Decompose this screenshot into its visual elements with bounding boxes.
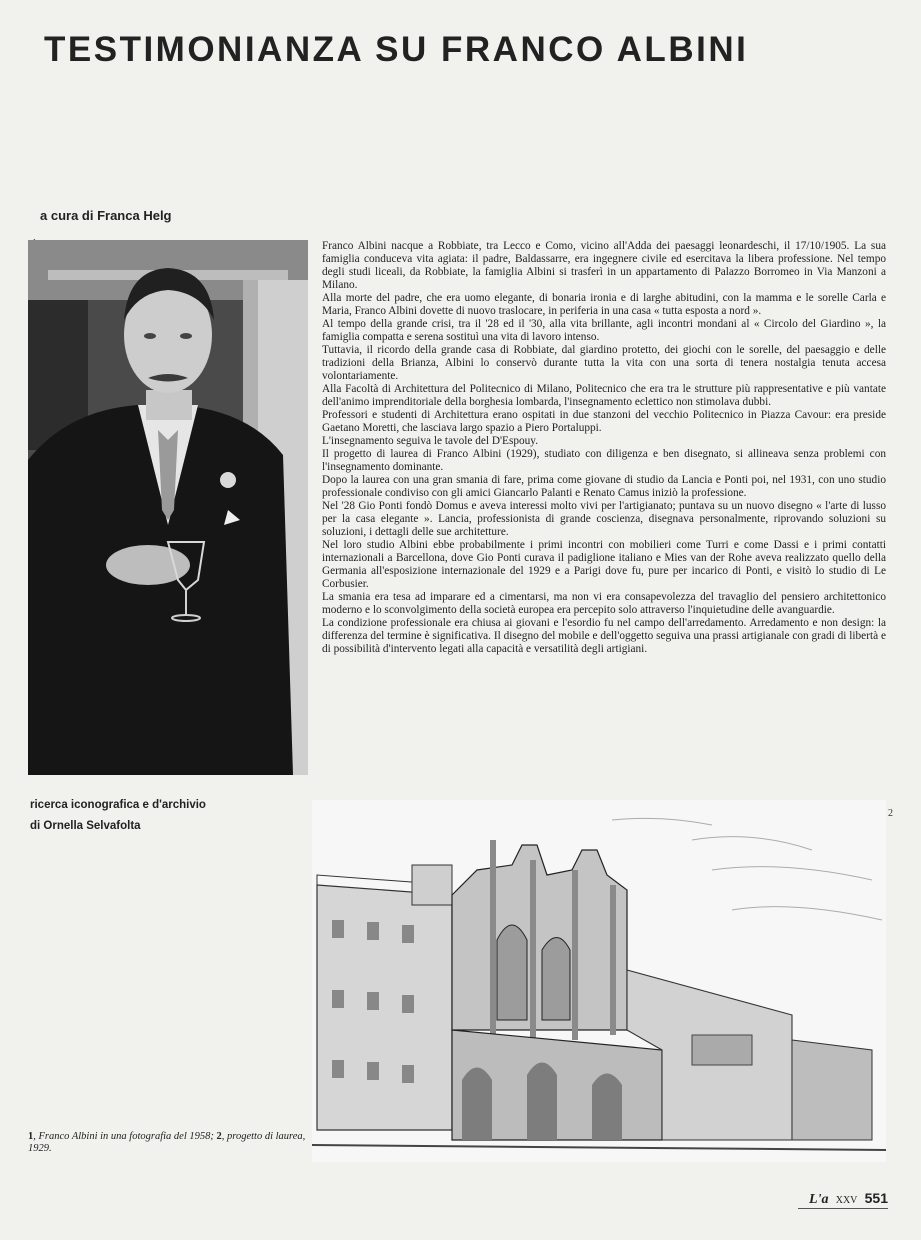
caption-figure-2: 2	[216, 1131, 222, 1142]
paragraph: Professori e studenti di Architettura erano ospitati in due stanzoni del vecchio Politecnico in Piazza Cavour: era preside Gaetano Moretti, che lasciava largo spazio a Piero Portaluppi.	[322, 409, 886, 434]
credit-line-1: ricerca iconografica e d'archivio	[30, 799, 206, 811]
paragraph: Al tempo della grande crisi, tra il '28 ed il '30, alla vita brillante, agli incontri mondani al « Circolo del Giardino », la famiglia compatta e serena sostituì una vita di lavoro intenso.	[322, 318, 886, 343]
paragraph: Alla Facoltà di Architettura del Politecnico di Milano, Politecnico che era tra le strutture più rappresentative e più vantate dell'animo imprenditoriale della borghesia lombarda, l'insegnamento eclettico non stimolava dubbi.	[322, 383, 886, 408]
paragraph: Dopo la laurea con una gran smania di fare, prima come giovane di studio da Lancia e Ponti poi, nel 1931, con uno studio professionale condiviso con gli amici Giancarlo Palanti e Renato Camus iniziò la professione.	[322, 474, 886, 499]
paragraph: L'insegnamento seguiva le tavole del D'Espouy.	[322, 435, 539, 447]
iconographic-credit	[30, 795, 206, 837]
page-footer	[809, 1190, 888, 1208]
architectural-drawing	[312, 800, 886, 1162]
building-sketch	[312, 800, 886, 1162]
paragraph: La condizione professionale era chiusa ai giovani e l'esordio fu nel campo dell'arredamento. Arredamento e non design: la differenza del termine è significativa. Il disegno del mobile e dell'oggetto seguiva una prassi artigianale con gradi di libertà e di possibilità d'intervento legati alla capacità e versatilità degli artigiani.	[322, 617, 886, 655]
figure-number-2: 2	[888, 808, 893, 819]
caption-figure-1: 1	[28, 1131, 34, 1142]
paragraph: Nel '28 Gio Ponti fondò Domus e aveva interessi molto vivi per l'artigianato; puntava su un nuovo disegno « l'arte di lusso per la casa elegante ». Lancia, professionista di grande coscienza, disegnava personalmente, riprovando soluzioni su soluzioni, i dettagli delle sue architetture.	[322, 500, 886, 538]
caption-text-2: , progetto di laurea, 1929.	[28, 1131, 306, 1154]
footer-rule	[798, 1208, 888, 1209]
credit-line-2: di Ornella Selvafolta	[30, 820, 141, 832]
article-body	[322, 240, 886, 656]
paragraph: Tuttavia, il ricordo della grande casa di Robbiate, dal giardino protetto, dei giochi con le sorelle, del paesaggio e delle tradizioni della Brianza, Albini lo conservò durante tutta la vita con una sorta di tenera nostalgia tenuta accesa volontariamente.	[322, 344, 886, 382]
paragraph: La smania era tesa ad imparare ed a cimentarsi, ma non vi era consapevolezza del travaglio del pensiero architettonico moderno e lo sconvolgimento della società europea era percepito solo attraverso l'inquietudine delle avanguardie.	[322, 591, 886, 616]
volume-number: XXV	[835, 1195, 858, 1206]
page-number: 551	[864, 1190, 888, 1206]
paragraph: Nel loro studio Albini ebbe probabilmente i primi incontri con mobilieri come Turri e come Dassi e i primi contatti internazionali a Barcellona, dove Gio Ponti curava il padiglione italiano e Mies van der Rohe aveva realizzato quello della Germania all'esposizione internazionale del 1929 e a Parigi dove fu, pure per incarico di Ponti, e visitò lo studio di Le Corbusier.	[322, 539, 886, 590]
magazine-name: L'a	[809, 1192, 829, 1207]
portrait-photo	[28, 240, 308, 775]
figure-caption	[28, 1131, 306, 1155]
paragraph: Franco Albini nacque a Robbiate, tra Lecco e Como, vicino all'Adda dei paesaggi leonardeschi, il 17/10/1905. La sua famiglia conduceva vita agiata: il padre, Baldassarre, era ingegnere civile ed esercitava la libera professione. Nel tempo degli studi liceali, da Robbiate, la famiglia Albini si trasferì in un appartamento di Palazzo Borromeo in Via Manzoni a Milano.	[322, 240, 886, 291]
portrait-illustration	[28, 240, 308, 775]
page-title: TESTIMONIANZA SU FRANCO ALBINI	[44, 30, 749, 69]
caption-text-1: , Franco Albini in una fotografia del 1958;	[33, 1131, 217, 1142]
paragraph: Il progetto di laurea di Franco Albini (1929), studiato con diligenza e ben disegnato, si allineava senza problemi con l'insegnamento dominante.	[322, 448, 886, 473]
paragraph: Alla morte del padre, che era uomo elegante, di bonaria ironia e di larghe abitudini, con la mamma e le sorelle Carla e Maria, Franco Albini dovette di nuovo traslocare, in periferia in una casa « tutta esposta a nord ».	[322, 292, 886, 317]
byline: a cura di Franca Helg	[40, 208, 172, 223]
